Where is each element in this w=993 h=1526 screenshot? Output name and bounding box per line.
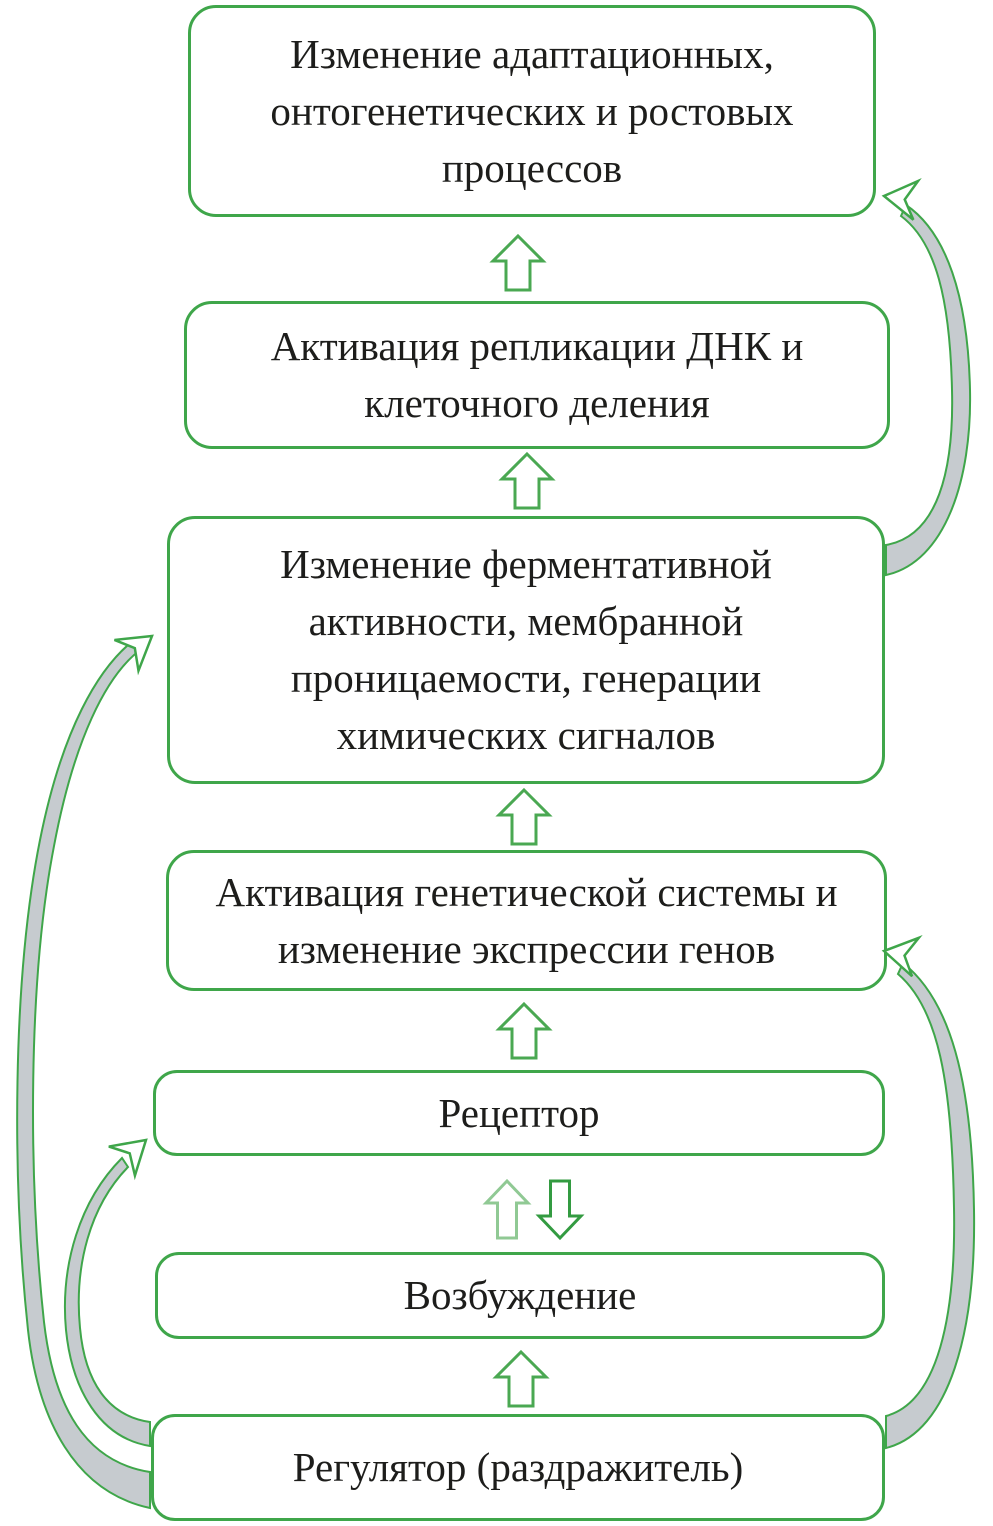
- up-arrow-icon: [490, 234, 546, 294]
- up-arrow-icon: [496, 788, 552, 848]
- arrowhead-icon: [114, 620, 163, 670]
- arrowhead-icon: [109, 1125, 159, 1175]
- up-arrow-icon: [479, 1179, 535, 1241]
- up-arrow-icon: [496, 1002, 552, 1062]
- box-text-line: Рецептор: [438, 1089, 600, 1136]
- feedback-arrow-regulator-to-enzymatic: [17, 620, 164, 1508]
- flow-box-excitation: [155, 1252, 885, 1339]
- flow-box-genetic: [166, 850, 887, 991]
- box-text-line: Активация репликации ДНК и: [270, 323, 804, 369]
- flow-box-outcome: [188, 5, 876, 217]
- box-text-line: Регулятор (раздражитель): [292, 1444, 744, 1490]
- flow-box-enzymatic: [167, 516, 885, 784]
- box-text-line: изменение экспрессии генов: [277, 925, 776, 972]
- feedback-arrow-regulator-to-receptor: [65, 1125, 159, 1446]
- box-text-line: Возбуждение: [403, 1272, 637, 1318]
- flow-box-regulator: [151, 1414, 885, 1521]
- up-arrow-icon: [493, 1350, 549, 1410]
- arrowhead-icon: [882, 177, 919, 220]
- box-text-line: проницаемости, генерации: [290, 655, 762, 701]
- flow-box-replication: [184, 301, 890, 449]
- down-arrow-icon: [532, 1179, 588, 1241]
- feedback-arrow-enzymatic-to-outcome: [882, 177, 971, 575]
- box-text-line: Изменение адаптационных,: [290, 30, 774, 77]
- box-text-line: химических сигналов: [336, 712, 716, 758]
- box-text-line: клеточного деления: [364, 380, 710, 426]
- box-text-line: онтогенетических и ростовых: [270, 87, 794, 134]
- box-text-line: активности, мембранной: [308, 598, 744, 644]
- box-text-line: Изменение ферментативной: [280, 541, 772, 587]
- feedback-arrow-regulator-to-genetic: [881, 932, 975, 1448]
- flow-box-receptor: [153, 1070, 885, 1156]
- up-arrow-icon: [499, 452, 555, 512]
- box-text-line: Активация генетической системы и: [215, 868, 838, 915]
- box-text-line: процессов: [441, 144, 623, 191]
